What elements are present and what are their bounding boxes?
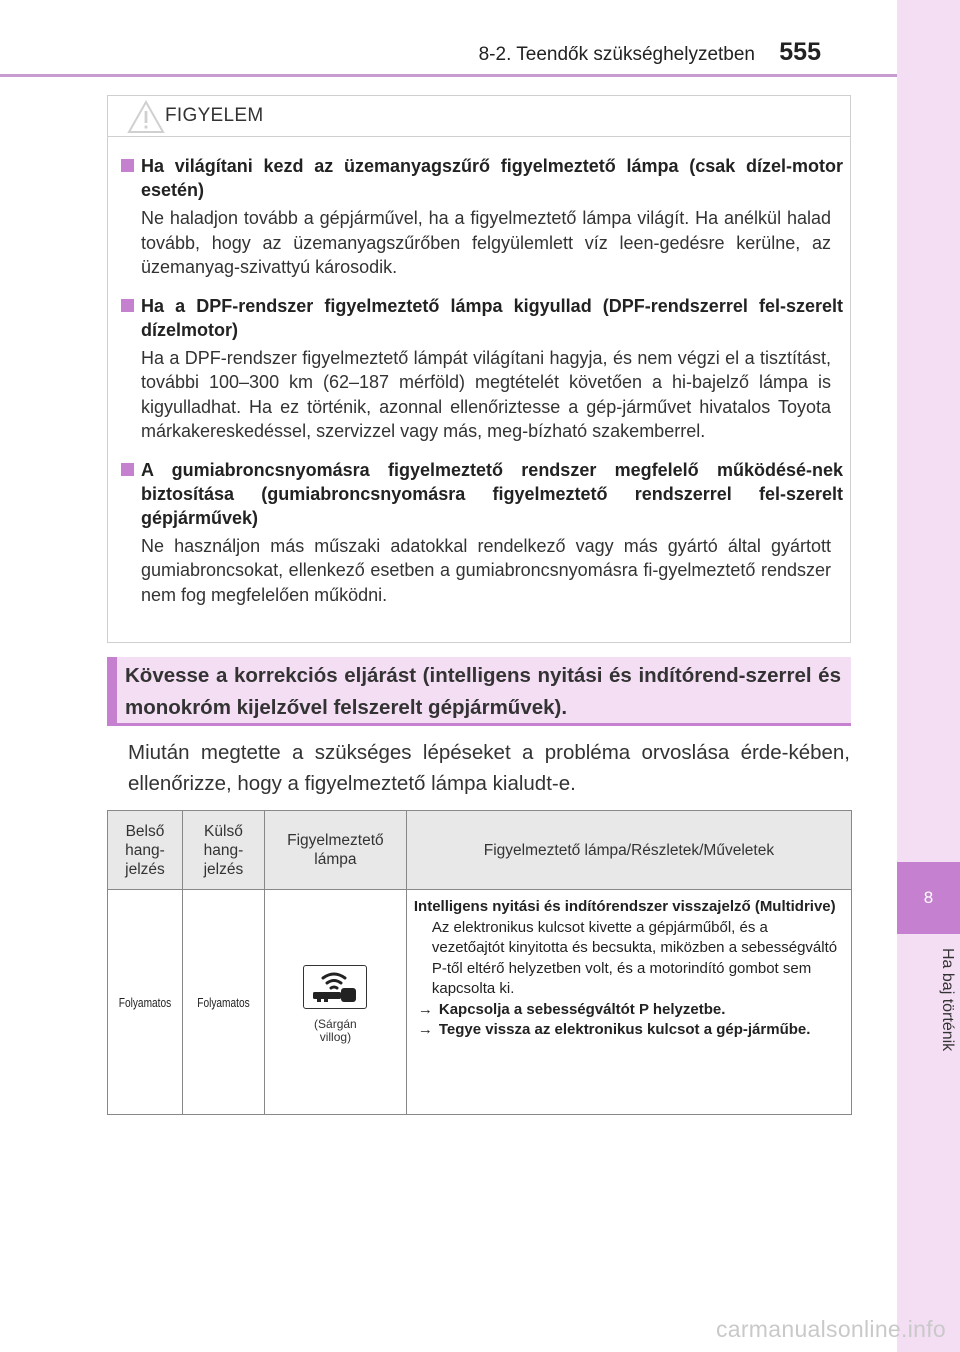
warning-header [108, 96, 850, 137]
warning-box [107, 95, 851, 643]
internal-buzzer-value: Folyamatos [118, 994, 172, 1010]
banner-accent-bar [107, 657, 117, 723]
arrow-right-icon: → [417, 1021, 433, 1038]
warning-item-heading [121, 458, 843, 530]
detail-text: Az elektronikus kulcsot kivette a gépjárműből, és a vezetőajtót kinyitotta és becsukta, miközben a sebességváltó P-től eltérő helyzetben volt, és a motorindító gombot sem kapcsolta ki. [431, 918, 838, 997]
arrow-right-icon: → [417, 1000, 433, 1018]
warning-item-text: Ne haladjon tovább a gépjárművel, ha a figyelmeztető lámpa világít. Ha anélkül halad tovább, hogy az üzemanyagszűrőben felgyülemlett víz leen-gedésre kerülne, az üzemanyag-szivattyú károsodik. [141, 208, 831, 277]
external-buzzer-cell [182, 890, 264, 1115]
action-step-text: Tegye vissza az elektronikus kulcsot a gép-járműbe. [438, 1021, 811, 1038]
warning-title: FIGYELEM [165, 105, 264, 126]
lamp-note: (Sárgán villog) [314, 1016, 357, 1044]
warning-item-heading-text: A gumiabroncsnyomásra figyelmeztető rendszer megfelelő működésé-nek biztosítása (gumiabroncsnyomásra figyelmeztető rendszerrel fel-szerelt gépjárművek) [141, 459, 843, 528]
section-heading: Kövesse a korrekciós eljárást (intelligens nyitási és indítórend-szerrel és monokróm kijelzővel felszerelt gépjárművek). [125, 664, 841, 719]
square-bullet-icon [121, 463, 134, 476]
page-number: 555 [779, 38, 821, 66]
warning-item-text: Ne használjon más műszaki adatokkal rendelkező vagy más gyártó által gyártott gumiabroncsokat, ellenkező esetben a gumiabroncsnyomásra fi-gyelmeztető rendszer nem fog megfelelően működni. [141, 535, 831, 605]
table-row [108, 890, 852, 1115]
warning-item-heading [121, 294, 843, 342]
section-heading-banner [107, 657, 851, 726]
detail-title: Intelligens nyitási és indítórendszer visszajelző (Multidrive) [413, 898, 836, 915]
watermark: carmanualsonline.info [715, 1316, 946, 1342]
warning-body [121, 154, 843, 621]
warning-lamp-table [107, 810, 852, 1115]
external-buzzer-value: Folyamatos [197, 994, 250, 1010]
header-details: Figyelmeztető lámpa/Részletek/Műveletek [406, 811, 851, 890]
header-rule [0, 74, 897, 77]
action-step [414, 1000, 839, 1021]
section-title: 8-2. Teendők szükséghelyzetben [478, 44, 755, 65]
details-cell [406, 890, 851, 1115]
warning-item-text: Ha a DPF-rendszer figyelmeztető lámpát világítani hagyja, és nem végzi el a tisztítást, további 100–300 km (62–187 mérföld) megtételét követően a hi-bajelző lámpa is kigyulladhat. Ha ez történik, azonnal ellenőriztesse a gép-járművet hivatalos Toyota márkakereskedéssel, szervizzel vagy más, meg-bízható szakemberrel. [141, 347, 831, 441]
action-step-text: Kapcsolja a sebességváltót P helyzetbe. [438, 1000, 726, 1018]
internal-buzzer-cell [108, 890, 183, 1115]
table-header-row [108, 811, 852, 890]
chapter-tab-title: Ha baj történik [939, 948, 956, 1052]
warning-triangle-icon [126, 99, 166, 135]
action-step [414, 1020, 839, 1041]
page-header [0, 0, 897, 76]
header-external-buzzer: Külső hang-jelzés [182, 811, 264, 890]
side-tab-strip [897, 0, 960, 1352]
header-warning-lamp: Figyelmeztető lámpa [264, 811, 406, 890]
warning-item [121, 294, 843, 444]
smart-key-indicator-icon [303, 965, 367, 1009]
intro-paragraph: Miután megtette a szükséges lépéseket a probléma orvoslása érde-kében, ellenőrizze, hogy a figyelmeztető lámpa kialudt-e. [128, 741, 850, 795]
warning-item-heading-text: Ha világítani kezd az üzemanyagszűrő figyelmeztető lámpa (csak dízel-motor esetén) [141, 156, 843, 200]
header-internal-buzzer: Belső hang-jelzés [108, 811, 183, 890]
chapter-tab-number[interactable]: 8 [897, 862, 960, 934]
square-bullet-icon [121, 159, 134, 172]
warning-item [121, 458, 843, 608]
lamp-cell [264, 890, 406, 1115]
warning-item [121, 154, 843, 280]
warning-item-heading [121, 154, 843, 202]
warning-item-heading-text: Ha a DPF-rendszer figyelmeztető lámpa kigyullad (DPF-rendszerrel fel-szerelt dízelmotor) [141, 295, 843, 340]
square-bullet-icon [121, 299, 134, 312]
